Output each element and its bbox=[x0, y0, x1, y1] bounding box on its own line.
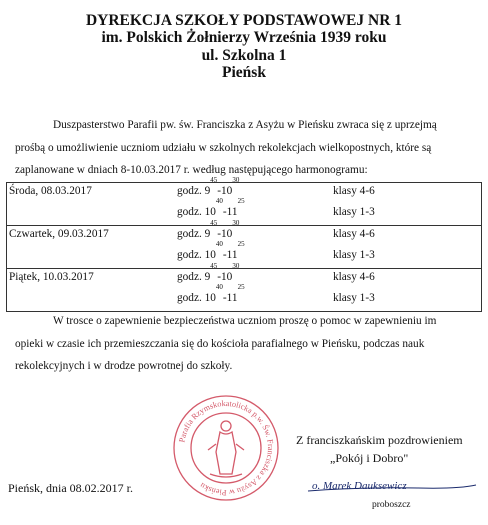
request-line-2: opieki w czasie ich przemieszczania się do kościoła parafialnego w Pieńsku, podczas nauk bbox=[15, 338, 425, 350]
time-to-m: 30 bbox=[232, 262, 240, 270]
schedule-time bbox=[171, 262, 329, 291]
time-to-h: 11 bbox=[226, 249, 238, 261]
time-to-h: 10 bbox=[221, 185, 233, 197]
time-dash: - bbox=[217, 271, 222, 283]
signatory-title: proboszcz bbox=[372, 500, 411, 510]
time-to-h: 11 bbox=[226, 206, 238, 218]
schedule-day bbox=[7, 247, 172, 269]
time-prefix: godz. bbox=[177, 249, 205, 261]
signature-text: o. Marek Dauksewicz bbox=[312, 480, 407, 492]
stamp-text: Parafia Rzymskokatolicka p.w. Św. Franciszka z Asyżu w Pieńsku bbox=[177, 398, 276, 498]
intro-line-2: prośbą o umożliwienie uczniom udziału w szkolnych rekolekcjach wielkopostnych, które są bbox=[15, 142, 432, 154]
schedule-time bbox=[171, 240, 329, 269]
schedule-row bbox=[7, 204, 482, 226]
time-to-m: 25 bbox=[237, 240, 245, 248]
time-to-m: 30 bbox=[232, 176, 240, 184]
time-from-m: 45 bbox=[210, 262, 218, 270]
signature bbox=[298, 477, 488, 497]
schedule-classes: klasy 4-6 bbox=[329, 226, 482, 248]
time-to-m: 25 bbox=[237, 283, 245, 291]
header-patron: im. Polskich Żołnierzy Września 1939 roku bbox=[101, 29, 387, 46]
time-to-m: 25 bbox=[237, 197, 245, 205]
schedule-time bbox=[171, 219, 329, 248]
header-town: Pieńsk bbox=[222, 64, 266, 81]
time-to-m: 30 bbox=[232, 219, 240, 227]
time-prefix: godz. bbox=[177, 271, 205, 283]
schedule-day: Środa, 08.03.2017 bbox=[7, 183, 172, 205]
time-dash: - bbox=[222, 206, 227, 218]
header-title: DYREKCJA SZKOŁY PODSTAWOWEJ NR 1 bbox=[85, 12, 403, 29]
closing-greeting: Z franciszkańskim pozdrowieniem bbox=[296, 433, 463, 447]
schedule-time bbox=[171, 176, 329, 205]
schedule-day bbox=[7, 204, 172, 226]
intro-line-3: zaplanowane w dniach 8-10.03.2017 r. według następującego harmonogramu: bbox=[15, 164, 368, 176]
schedule-row bbox=[7, 247, 482, 269]
intro-line-1: Duszpasterstwo Parafii pw. św. Franciszka z Asyżu w Pieńsku zwraca się z uprzejmą bbox=[53, 119, 437, 131]
schedule-time bbox=[171, 197, 329, 226]
place-date: Pieńsk, dnia 08.02.2017 r. bbox=[8, 481, 133, 495]
schedule-day: Czwartek, 09.03.2017 bbox=[7, 226, 172, 248]
time-from-m: 40 bbox=[215, 197, 223, 205]
request-line-3: rekolekcyjnych i w drodze powrotnej do szkoły. bbox=[15, 360, 233, 372]
time-dash: - bbox=[222, 249, 227, 261]
time-from-m: 40 bbox=[215, 240, 223, 248]
time-to-h: 11 bbox=[226, 292, 238, 304]
closing-motto: „Pokój i Dobro" bbox=[330, 451, 409, 465]
time-from-h: 10 bbox=[204, 249, 216, 261]
time-from-h: 9 bbox=[204, 185, 211, 197]
schedule-row bbox=[7, 290, 482, 312]
schedule-classes: klasy 1-3 bbox=[329, 247, 482, 269]
time-dash: - bbox=[217, 228, 222, 240]
schedule-classes: klasy 1-3 bbox=[329, 290, 482, 312]
time-prefix: godz. bbox=[177, 292, 205, 304]
time-from-h: 10 bbox=[204, 206, 216, 218]
time-from-m: 40 bbox=[215, 283, 223, 291]
time-from-m: 45 bbox=[210, 219, 218, 227]
time-from-h: 10 bbox=[204, 292, 216, 304]
time-to-h: 10 bbox=[221, 228, 233, 240]
time-prefix: godz. bbox=[177, 228, 205, 240]
header-street: ul. Szkolna 1 bbox=[201, 47, 287, 64]
schedule-day bbox=[7, 290, 172, 312]
schedule-classes: klasy 4-6 bbox=[329, 183, 482, 205]
time-dash: - bbox=[222, 292, 227, 304]
time-from-h: 9 bbox=[204, 271, 211, 283]
schedule-classes: klasy 4-6 bbox=[329, 269, 482, 291]
time-dash: - bbox=[217, 185, 222, 197]
time-from-m: 45 bbox=[210, 176, 218, 184]
schedule-table bbox=[6, 176, 482, 312]
schedule-time bbox=[171, 283, 329, 312]
schedule-classes: klasy 1-3 bbox=[329, 204, 482, 226]
time-to-h: 10 bbox=[221, 271, 233, 283]
request-line-1: W trosce o zapewnienie bezpieczeństwa uczniom proszę o pomoc w zapewnieniu im bbox=[53, 315, 437, 327]
parish-stamp bbox=[170, 392, 282, 504]
schedule-day: Piątek, 10.03.2017 bbox=[7, 269, 172, 291]
time-from-h: 9 bbox=[204, 228, 211, 240]
time-prefix: godz. bbox=[177, 185, 205, 197]
time-prefix: godz. bbox=[177, 206, 205, 218]
